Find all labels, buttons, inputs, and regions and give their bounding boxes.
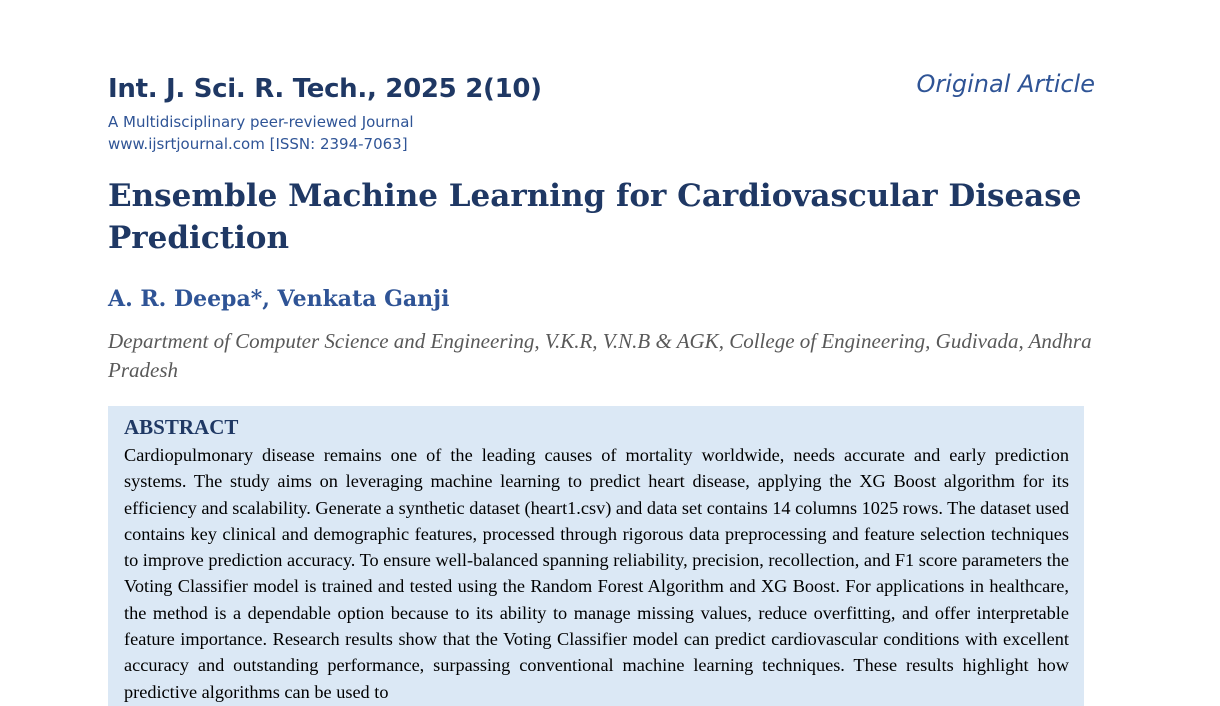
journal-website: www.ijsrtjournal.com [ISSN: 2394-7063]	[108, 135, 408, 153]
abstract-box	[108, 406, 1084, 706]
journal-title: Int. J. Sci. R. Tech., 2025 2(10)	[108, 74, 542, 104]
abstract-text: Cardiopulmonary disease remains one of the leading causes of mortality worldwide, needs accurate and early prediction systems. The study aims on leveraging machine learning to predict heart disease, applying the XG Boost algorithm for its efficiency and scalability. Generate a synthetic dataset (heart1.csv) and data set contains 14 columns 1025 rows. The dataset used contains key clinical and demographic features, processed through rigorous data preprocessing and feature selection techniques to improve prediction accuracy. To ensure well-balanced spanning reliability, precision, recollection, and F1 score parameters the Voting Classifier model is trained and tested using the Random Forest Algorithm and XG Boost. For applications in healthcare, the method is a dependable option because to its ability to manage missing values, reduce overfitting, and offer interpretable feature importance. Research results show that the Voting Classifier model can predict cardiovascular conditions with excellent accuracy and outstanding performance, surpassing conventional machine learning techniques. These results highlight how predictive algorithms can be used to	[124, 445, 1069, 702]
author-affiliation: Department of Computer Science and Engineering, V.K.R, V.N.B & AGK, College of Engineering, Gudivada, Andhra Pradesh	[108, 329, 1092, 382]
journal-subtitle: A Multidisciplinary peer-reviewed Journal	[108, 113, 414, 131]
paper-title: Ensemble Machine Learning for Cardiovascular Disease Prediction	[108, 178, 1082, 256]
author-list: A. R. Deepa*, Venkata Ganji	[108, 286, 450, 312]
abstract-heading: ABSTRACT	[124, 415, 239, 439]
article-type-label: Original Article	[916, 70, 1095, 98]
